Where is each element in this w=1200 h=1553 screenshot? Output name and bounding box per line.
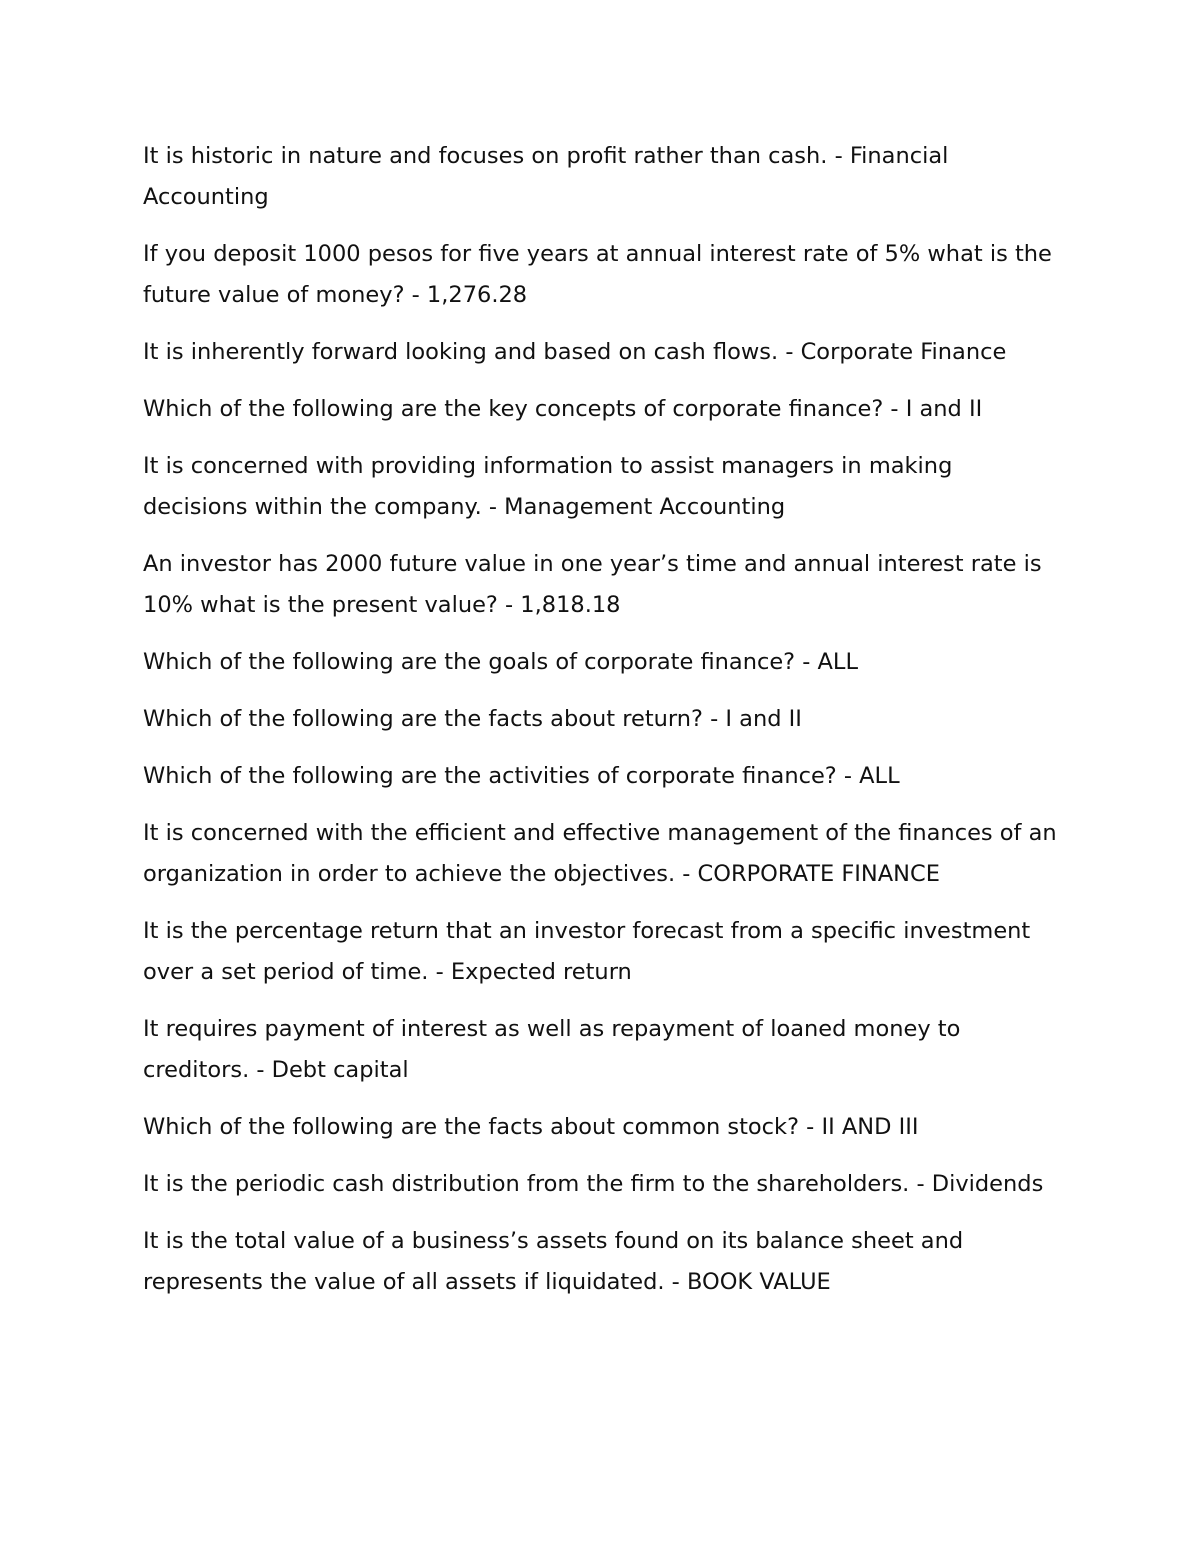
- paragraph-key-concepts: Which of the following are the key concepts of corporate finance? - I and II: [143, 396, 983, 422]
- paragraph-dividends: It is the periodic cash distribution from the firm to the shareholders. - Dividends: [143, 1171, 1044, 1197]
- paragraph-common-stock: Which of the following are the facts about common stock? - II AND III: [143, 1114, 919, 1140]
- paragraph-debt-capital: It requires payment of interest as well as repayment of loaned money to creditors. - Debt capital: [143, 1016, 961, 1083]
- paragraph-financial-accounting: It is historic in nature and focuses on profit rather than cash. - Financial Accounting: [143, 143, 949, 210]
- paragraph-present-value: An investor has 2000 future value in one year’s time and annual interest rate is 10% what is the present value? - 1,818.18: [143, 551, 1042, 618]
- document-body: [143, 136, 1061, 1319]
- paragraph-activities: Which of the following are the activities of corporate finance? - ALL: [143, 763, 900, 789]
- paragraph-book-value: It is the total value of a business’s assets found on its balance sheet and represents the value of all assets if liquidated. - BOOK VALUE: [143, 1228, 964, 1295]
- paragraph-future-value: If you deposit 1000 pesos for five years at annual interest rate of 5% what is the future value of money? - 1,276.28: [143, 241, 1052, 308]
- paragraph-expected-return: It is the percentage return that an investor forecast from a specific investment over a set period of time. - Expected return: [143, 918, 1031, 985]
- paragraph-goals: Which of the following are the goals of corporate finance? - ALL: [143, 649, 858, 675]
- paragraph-corporate-finance-definition: It is concerned with the efficient and effective management of the finances of an organization in order to achieve the objectives. - CORPORATE FINANCE: [143, 820, 1057, 887]
- paragraph-corporate-finance: It is inherently forward looking and based on cash flows. - Corporate Finance: [143, 339, 1007, 365]
- paragraph-management-accounting: It is concerned with providing information to assist managers in making decisions within the company. - Management Accounting: [143, 453, 953, 520]
- paragraph-facts-return: Which of the following are the facts about return? - I and II: [143, 706, 802, 732]
